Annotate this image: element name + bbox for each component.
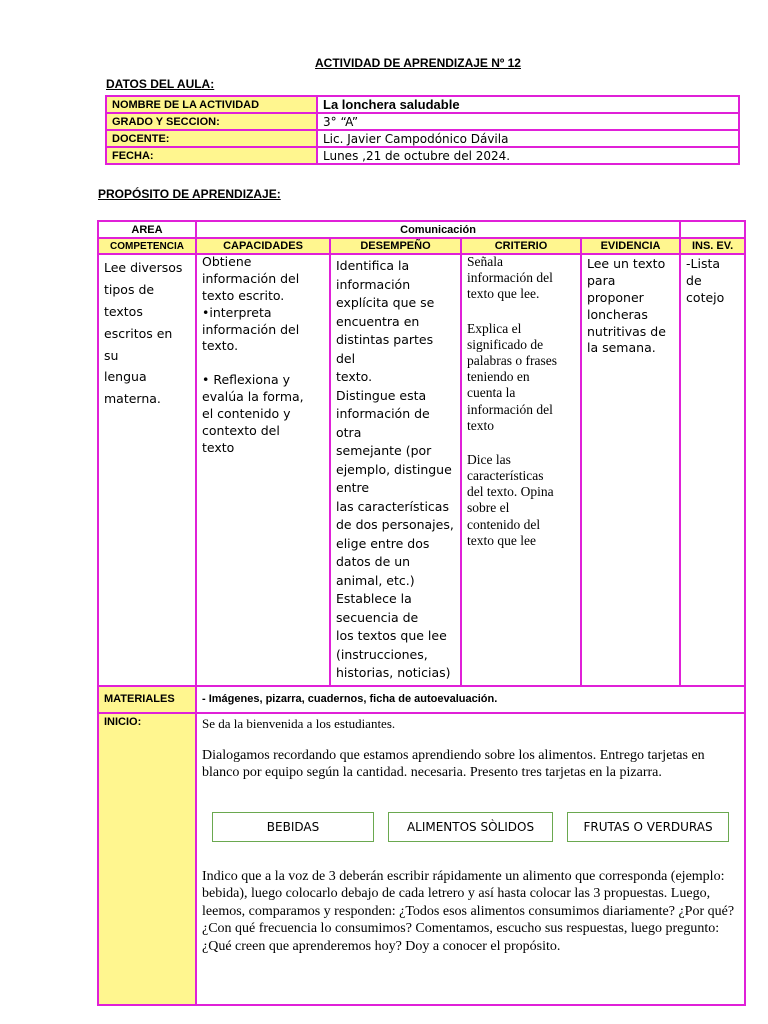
text-line: ejemplo, distingue <box>336 461 452 477</box>
header-competencia: COMPETENCIA <box>98 238 196 254</box>
inicio-paragraph: Indico que a la voz de 3 deberán escribir rápidamente un alimento que corresponda (ejemplo: bebida), luego colocarlo debajo de cada letrero y así hasta colocar las 3 propuestas. Luego, leemos, comparamos y responden: ¿Todos esos alimentos consumimos diariamente? ¿Por qué? ¿Con qué frecuencia lo consumimos? Comentamos, escucho sus respuestas, luego pregunto: ¿Qué creen que aprenderemos hoy? Doy a conocer el propósito. <box>202 868 735 954</box>
datos-row <box>106 130 739 147</box>
proposito-table <box>97 220 746 1006</box>
inicio-content <box>196 713 745 1005</box>
text-line: texto <box>467 417 494 433</box>
text-line: texto que lee. <box>467 286 540 302</box>
text-line: de dos personajes, <box>336 517 454 532</box>
text-line: Obtiene <box>202 254 252 269</box>
text-line: materna. <box>104 391 161 407</box>
datos-row <box>106 113 739 130</box>
text-line: texto escrito. <box>202 287 285 303</box>
text-line: • Reflexiona y <box>202 372 290 388</box>
text-line: Identifica la <box>336 258 410 273</box>
text-line: el contenido y <box>202 405 291 421</box>
datos-label: DOCENTE: <box>106 130 317 147</box>
fecha-value: Lunes ,21 de octubre del 2024. <box>317 147 739 164</box>
header-evidencia: EVIDENCIA <box>581 238 680 254</box>
datos-label: FECHA: <box>106 147 317 164</box>
text-line: animal, etc.) <box>336 572 415 588</box>
text-line: significado de <box>467 336 544 352</box>
datos-row <box>106 96 739 113</box>
capacidades-text <box>202 254 324 457</box>
content-row <box>98 254 745 686</box>
text-line: entre <box>336 480 370 495</box>
area-row <box>98 221 745 238</box>
text-line: contenido del <box>467 516 541 532</box>
inicio-paragraph: Dialogamos recordando que estamos aprendiendo sobre los alimentos. Entrego tarjetas en blanco por equipo según la cantidad. necesaria. Presento tres tarjetas en la pizarra. <box>202 747 705 781</box>
datos-table <box>105 95 740 165</box>
text-line: información de <box>336 406 430 421</box>
spacer <box>467 303 575 321</box>
materiales-row <box>98 686 745 713</box>
docente-value: Lic. Javier Campodónico Dávila <box>317 130 739 147</box>
text-line: texto <box>202 439 235 455</box>
text-line: evalúa la forma, <box>202 389 304 404</box>
datos-heading: DATOS DEL AULA: <box>106 77 215 91</box>
criterio-cell <box>461 254 581 686</box>
document-title: ACTIVIDAD DE APRENDIZAJE Nº 12 <box>315 56 521 70</box>
text-line: las características <box>336 498 449 514</box>
text-line: proponer <box>587 289 644 305</box>
text-line: explícita que se <box>336 295 435 310</box>
text-line: nutritivas de <box>587 323 666 339</box>
text-line: tipos de <box>104 281 155 297</box>
text-line: textos <box>104 303 143 319</box>
ins-ev-cell <box>680 254 745 686</box>
text-line: información del <box>202 321 300 337</box>
text-line: otra <box>336 424 362 440</box>
area-value: Comunicación <box>196 221 680 238</box>
text-line: Lee un texto <box>587 256 666 271</box>
capacidades-cell <box>196 254 330 686</box>
datos-label: NOMBRE DE LA ACTIVIDAD <box>106 96 317 113</box>
text-line: semejante (por <box>336 443 432 458</box>
criterio-block <box>467 452 575 549</box>
text-line: del texto. Opina <box>467 484 554 500</box>
desempeno-text <box>336 257 455 683</box>
desempeno-cell <box>330 254 461 686</box>
text-line <box>202 355 324 372</box>
evidencia-text <box>587 256 674 357</box>
text-line: información del <box>467 401 553 417</box>
text-line: sobre el <box>467 500 510 516</box>
spacer <box>467 434 575 452</box>
text-line: Dice las <box>467 451 511 467</box>
header-row <box>98 238 745 254</box>
activity-name: La lonchera saludable <box>317 96 739 113</box>
text-line: para <box>587 272 616 288</box>
card-alimentos-solidos: ALIMENTOS SÒLIDOS <box>388 812 553 842</box>
header-capacidades: CAPACIDADES <box>196 238 330 254</box>
header-ins-ev: INS. EV. <box>680 238 745 254</box>
header-criterio: CRITERIO <box>461 238 581 254</box>
cards-row <box>212 812 729 842</box>
text-line: características <box>467 468 544 484</box>
empty-cell <box>680 221 745 238</box>
inicio-row <box>98 713 745 1005</box>
inicio-paragraph: Se da la bienvenida a los estudiantes. <box>202 715 396 731</box>
text-line: Distingue esta <box>336 387 427 403</box>
text-line: escritos en <box>104 325 173 341</box>
header-desempeno: DESEMPEÑO <box>330 238 461 254</box>
text-line: lengua <box>104 369 147 385</box>
text-line: cuenta la <box>467 385 516 401</box>
text-line: distintas partes del <box>336 332 434 366</box>
text-line: información del <box>467 270 553 286</box>
text-line: •interpreta <box>202 304 272 320</box>
card-bebidas: BEBIDAS <box>212 812 374 842</box>
text-line: Señala <box>467 254 503 269</box>
grado-value: 3° “A” <box>317 113 739 130</box>
criterio-block <box>467 254 575 303</box>
criterio-block <box>467 321 575 434</box>
text-line: loncheras <box>587 306 648 322</box>
text-line: Explica el <box>467 320 522 336</box>
competencia-cell <box>98 254 196 686</box>
materiales-value: - Imágenes, pizarra, cuadernos, ficha de autoevaluación. <box>196 686 745 713</box>
text-line: los textos que lee <box>336 628 447 643</box>
text-line: contexto del <box>202 422 280 438</box>
text-line: secuencia de <box>336 609 419 625</box>
proposito-heading: PROPÓSITO DE APRENDIZAJE: <box>98 187 281 201</box>
text-line: (instrucciones, <box>336 646 428 662</box>
text-line: Lee diversos <box>104 260 183 275</box>
text-line: texto. <box>336 369 373 384</box>
datos-row <box>106 147 739 164</box>
text-line: encuentra en <box>336 313 420 329</box>
text-line: texto que lee <box>467 532 536 548</box>
text-line: historias, noticias) <box>336 665 451 680</box>
inicio-label: INICIO: <box>98 713 196 1005</box>
datos-label: GRADO Y SECCION: <box>106 113 317 130</box>
text-line: la semana. <box>587 340 656 356</box>
text-line: su <box>104 347 119 363</box>
ins-ev-text <box>686 256 739 307</box>
criterio-text <box>467 254 575 549</box>
text-line: información <box>336 276 411 292</box>
area-label: AREA <box>98 221 196 238</box>
text-line: Establece la <box>336 591 412 606</box>
text-line: -Lista de <box>686 256 721 288</box>
competencia-text <box>104 257 190 410</box>
text-line: información del <box>202 270 300 286</box>
text-line: cotejo <box>686 289 725 305</box>
evidencia-cell <box>581 254 680 686</box>
materiales-label: MATERIALES <box>98 686 196 713</box>
text-line: datos de un <box>336 554 411 569</box>
text-line: elige entre dos <box>336 535 430 551</box>
text-line: teniendo en <box>467 369 530 385</box>
card-frutas-verduras: FRUTAS O VERDURAS <box>567 812 729 842</box>
text-line: texto. <box>202 338 239 354</box>
text-line: palabras o frases <box>467 352 557 368</box>
